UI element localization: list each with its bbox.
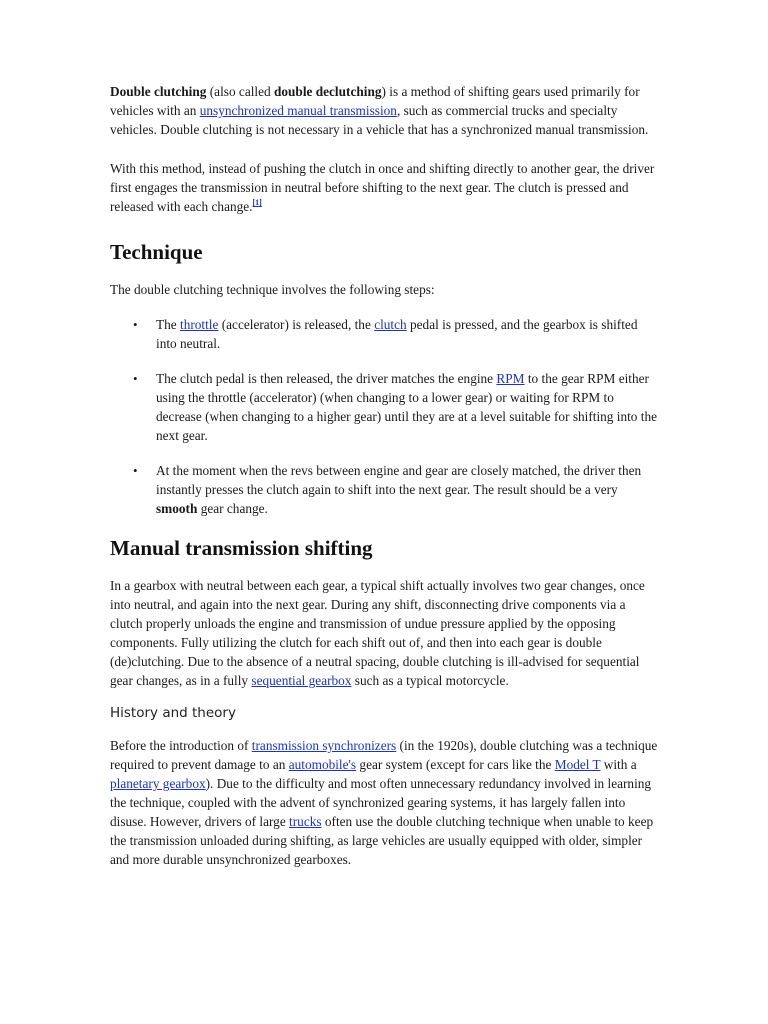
text-span: ). Due to the difficulty and most often unnecessary redundancy involved in learning the technique, coupled with the advent of synchronized gearing systems, it has largely fallen into disuse. However, drivers of large	[110, 776, 652, 829]
bullet-icon: •	[133, 463, 138, 478]
text-span: The clutch pedal is then released, the driver matches the engine	[156, 371, 497, 386]
bullet-icon: •	[133, 371, 138, 386]
term-double-declutching: double declutching	[273, 84, 382, 99]
link-sequential-gearbox[interactable]: sequential gearbox	[251, 673, 352, 688]
reference-link-1[interactable]: [1]	[252, 198, 262, 207]
heading-history-and-theory: History and theory	[110, 705, 236, 721]
bullet-icon: •	[133, 317, 138, 332]
list-item-step-2	[110, 369, 660, 445]
text-span: often use the double clutching technique when unable to keep the transmission unloaded during shifting, as large vehicles are usually equipped with older, simpler and more durable unsynchronized gearboxes.	[110, 814, 654, 867]
term-smooth: smooth	[156, 501, 198, 516]
link-throttle[interactable]: throttle	[180, 317, 219, 332]
text-span: Before the introduction of	[110, 738, 252, 753]
list-item-step-3	[110, 461, 660, 518]
link-transmission-synchronizers[interactable]: transmission synchronizers	[251, 738, 397, 753]
text-span: The	[156, 317, 180, 332]
link-automobiles[interactable]: automobile's	[288, 757, 357, 772]
technique-intro: The double clutching technique involves the following steps:	[110, 282, 435, 297]
intro-paragraph-1	[110, 82, 660, 139]
link-unsynchronized-manual-transmission[interactable]: unsynchronized manual transmission	[199, 103, 397, 118]
text-span: gear system (except for cars like the	[356, 757, 555, 772]
heading-manual-transmission-shifting: Manual transmission shifting	[110, 536, 373, 560]
text-span: With this method, instead of pushing the clutch in once and shifting directly to another gear, the driver first engages the transmission in neutral before shifting to the next gear. The clutch is pressed and released with each change.	[110, 161, 655, 214]
list-item-step-1	[110, 315, 660, 353]
history-paragraph	[110, 736, 660, 869]
text-span: (accelerator) is released, the	[218, 317, 375, 332]
link-clutch[interactable]: clutch	[374, 317, 407, 332]
text-span: to the gear RPM either using the throttle (accelerator) (when changing to a lower gear) or waiting for RPM to decrease (when changing to a higher gear) until they are at a level suitable for shifting into the next gear.	[156, 371, 658, 443]
text-span: pedal is pressed, and the gearbox is shifted into neutral.	[156, 317, 638, 351]
heading-technique: Technique	[110, 240, 203, 264]
link-model-t[interactable]: Model T	[554, 757, 601, 772]
term-double-clutching: Double clutching	[110, 84, 207, 99]
text-span: such as a typical motorcycle.	[351, 673, 509, 688]
text-span: In a gearbox with neutral between each gear, a typical shift actually involves two gear changes, once into neutral, and again into the next gear. During any shift, disconnecting drive components via a clutch properly unloads the engine and transmission of undue pressure applied by the opposing components. Fully utilizing the clutch for each shift out of, and then into each gear is double (de)clutching. Due to the absence of a neutral spacing, double clutching is ill-advised for sequential gear changes, as in a fully	[110, 578, 645, 688]
text-span: (in the 1920s), double clutching was a technique required to prevent damage to an	[110, 738, 658, 772]
intro-paragraph-2	[110, 159, 660, 216]
article-body	[110, 82, 660, 869]
text-span: (also called	[206, 84, 274, 99]
link-rpm[interactable]: RPM	[496, 371, 525, 386]
text-span: ) is a method of shifting gears used primarily for vehicles with an	[110, 84, 640, 118]
text-span: gear change.	[197, 501, 268, 516]
text-span: with a	[600, 757, 637, 772]
link-planetary-gearbox[interactable]: planetary gearbox	[110, 776, 206, 791]
technique-steps-list	[110, 315, 660, 518]
manual-paragraph	[110, 576, 660, 690]
text-span: At the moment when the revs between engine and gear are closely matched, the driver then instantly presses the clutch again to shift into the next gear. The result should be a very	[156, 463, 642, 497]
text-span: , such as commercial trucks and specialty vehicles. Double clutching is not necessary in a vehicle that has a synchronized manual transmission.	[110, 103, 649, 137]
link-trucks[interactable]: trucks	[289, 814, 322, 829]
